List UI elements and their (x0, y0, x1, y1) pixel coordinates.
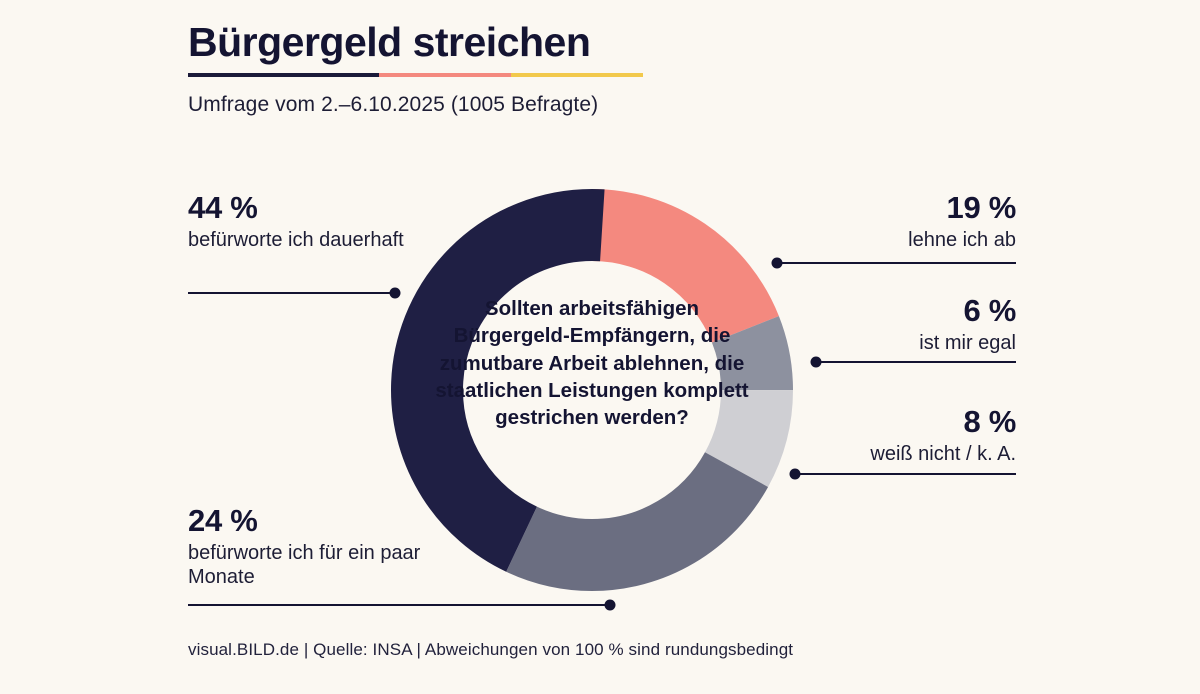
callout-lehne-ich-ab (716, 192, 1016, 252)
page-title: Bürgergeld streichen (188, 19, 591, 65)
center-question: Sollten arbeitsfähigen Bürgergeld-Empfängern, die zumutbare Arbeit ablehnen, die staatlichen Leistungen komplett gestrichen werden? (435, 297, 749, 429)
footer-source: visual.BILD.de | Quelle: INSA | Abweichungen von 100 % sind rundungsbedingt (188, 640, 794, 659)
underline-segment-dark (188, 73, 379, 77)
callout-percent: 6 % (963, 293, 1016, 328)
page-subtitle: Umfrage vom 2.–6.10.2025 (1005 Befragte) (188, 93, 599, 117)
callout-label: ist mir egal (919, 331, 1016, 354)
callout-label: weiß nicht / k. A. (870, 442, 1016, 465)
callout-percent: 19 % (946, 190, 1016, 225)
underline-segment-yellow (511, 73, 643, 77)
callout-ein-paar-monate (188, 505, 458, 589)
callout-percent: 8 % (963, 404, 1016, 439)
callout-weiss-nicht (716, 406, 1016, 466)
title-underline (188, 73, 643, 77)
callout-label: befürworte ich für ein paar Monate (188, 541, 421, 588)
underline-segment-red (379, 73, 511, 77)
callout-ist-mir-egal (716, 295, 1016, 355)
header (188, 20, 888, 117)
callout-percent: 24 % (188, 503, 258, 538)
callout-label: befürworte ich dauerhaft (188, 228, 404, 251)
callout-percent: 44 % (188, 190, 258, 225)
callout-dauerhaft (188, 192, 448, 252)
callout-label: lehne ich ab (908, 228, 1016, 251)
